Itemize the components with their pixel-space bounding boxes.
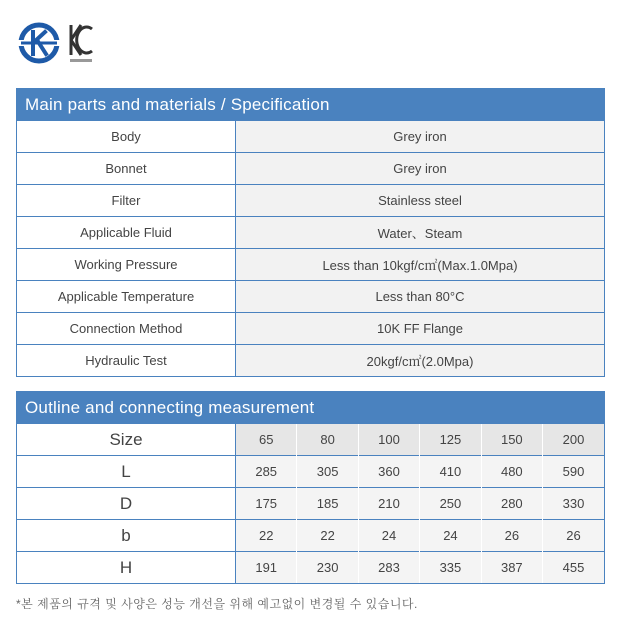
dimension-value: 410 bbox=[420, 456, 481, 488]
dimension-value: 285 bbox=[236, 456, 297, 488]
outline-measurement-table bbox=[16, 391, 605, 584]
dimension-value: 305 bbox=[297, 456, 358, 488]
dimension-value: 250 bbox=[420, 488, 481, 520]
dimension-row bbox=[17, 456, 604, 488]
dimension-value: 590 bbox=[543, 456, 604, 488]
spec-label: Applicable Fluid bbox=[17, 217, 236, 249]
spec-title: Main parts and materials / Specification bbox=[17, 89, 604, 120]
dimension-value: 480 bbox=[481, 456, 542, 488]
spec-row bbox=[17, 281, 604, 313]
dimension-label: b bbox=[17, 520, 236, 552]
dimension-row bbox=[17, 488, 604, 520]
spec-row bbox=[17, 153, 604, 185]
spec-label: Connection Method bbox=[17, 313, 236, 345]
dimension-row bbox=[17, 520, 604, 552]
dimension-rows bbox=[17, 423, 604, 583]
spec-value: 10K FF Flange bbox=[236, 313, 605, 345]
spec-label: Hydraulic Test bbox=[17, 345, 236, 377]
dimension-value: 283 bbox=[358, 552, 419, 584]
dimension-value: 26 bbox=[481, 520, 542, 552]
spec-value: Water、Steam bbox=[236, 217, 605, 249]
dimension-value: 280 bbox=[481, 488, 542, 520]
size-value: 200 bbox=[543, 424, 604, 456]
size-value: 150 bbox=[481, 424, 542, 456]
dimension-value: 335 bbox=[420, 552, 481, 584]
spec-label: Working Pressure bbox=[17, 249, 236, 281]
kc-mark-icon bbox=[68, 21, 94, 65]
spec-row bbox=[17, 185, 604, 217]
spec-label: Filter bbox=[17, 185, 236, 217]
size-value: 80 bbox=[297, 424, 358, 456]
dimension-value: 360 bbox=[358, 456, 419, 488]
dimension-value: 26 bbox=[543, 520, 604, 552]
specification-table bbox=[16, 88, 605, 377]
spec-label: Applicable Temperature bbox=[17, 281, 236, 313]
dimension-value: 387 bbox=[481, 552, 542, 584]
dimension-value: 175 bbox=[236, 488, 297, 520]
dimension-value: 210 bbox=[358, 488, 419, 520]
dimension-value: 230 bbox=[297, 552, 358, 584]
spec-value: Stainless steel bbox=[236, 185, 605, 217]
size-label: Size bbox=[17, 424, 236, 456]
spec-value: 20kgf/c㎡(2.0Mpa) bbox=[236, 345, 605, 377]
spec-label: Bonnet bbox=[17, 153, 236, 185]
dimension-value: 330 bbox=[543, 488, 604, 520]
spec-row bbox=[17, 121, 604, 153]
spec-rows bbox=[17, 120, 604, 376]
dimension-row bbox=[17, 552, 604, 584]
spec-row bbox=[17, 345, 604, 377]
size-value: 125 bbox=[420, 424, 481, 456]
disclaimer-note: *본 제품의 규격 및 사양은 성능 개선을 위해 예고없이 변경될 수 있습니다. bbox=[16, 597, 418, 611]
spec-row bbox=[17, 217, 604, 249]
spec-value: Less than 10kgf/c㎡(Max.1.0Mpa) bbox=[236, 249, 605, 281]
dimension-value: 24 bbox=[420, 520, 481, 552]
size-value: 65 bbox=[236, 424, 297, 456]
certification-logos bbox=[18, 18, 94, 68]
dimension-label: D bbox=[17, 488, 236, 520]
dimension-value: 24 bbox=[358, 520, 419, 552]
dimension-label: H bbox=[17, 552, 236, 584]
dimension-label: L bbox=[17, 456, 236, 488]
outline-title: Outline and connecting measurement bbox=[17, 392, 604, 423]
k-certification-icon bbox=[18, 22, 60, 64]
spec-value: Less than 80°C bbox=[236, 281, 605, 313]
dimension-value: 185 bbox=[297, 488, 358, 520]
spec-value: Grey iron bbox=[236, 121, 605, 153]
spec-row bbox=[17, 249, 604, 281]
dimension-value: 22 bbox=[297, 520, 358, 552]
size-value: 100 bbox=[358, 424, 419, 456]
dimension-value: 22 bbox=[236, 520, 297, 552]
dimension-value: 191 bbox=[236, 552, 297, 584]
size-row bbox=[17, 424, 604, 456]
dimension-value: 455 bbox=[543, 552, 604, 584]
spec-label: Body bbox=[17, 121, 236, 153]
spec-value: Grey iron bbox=[236, 153, 605, 185]
spec-row bbox=[17, 313, 604, 345]
